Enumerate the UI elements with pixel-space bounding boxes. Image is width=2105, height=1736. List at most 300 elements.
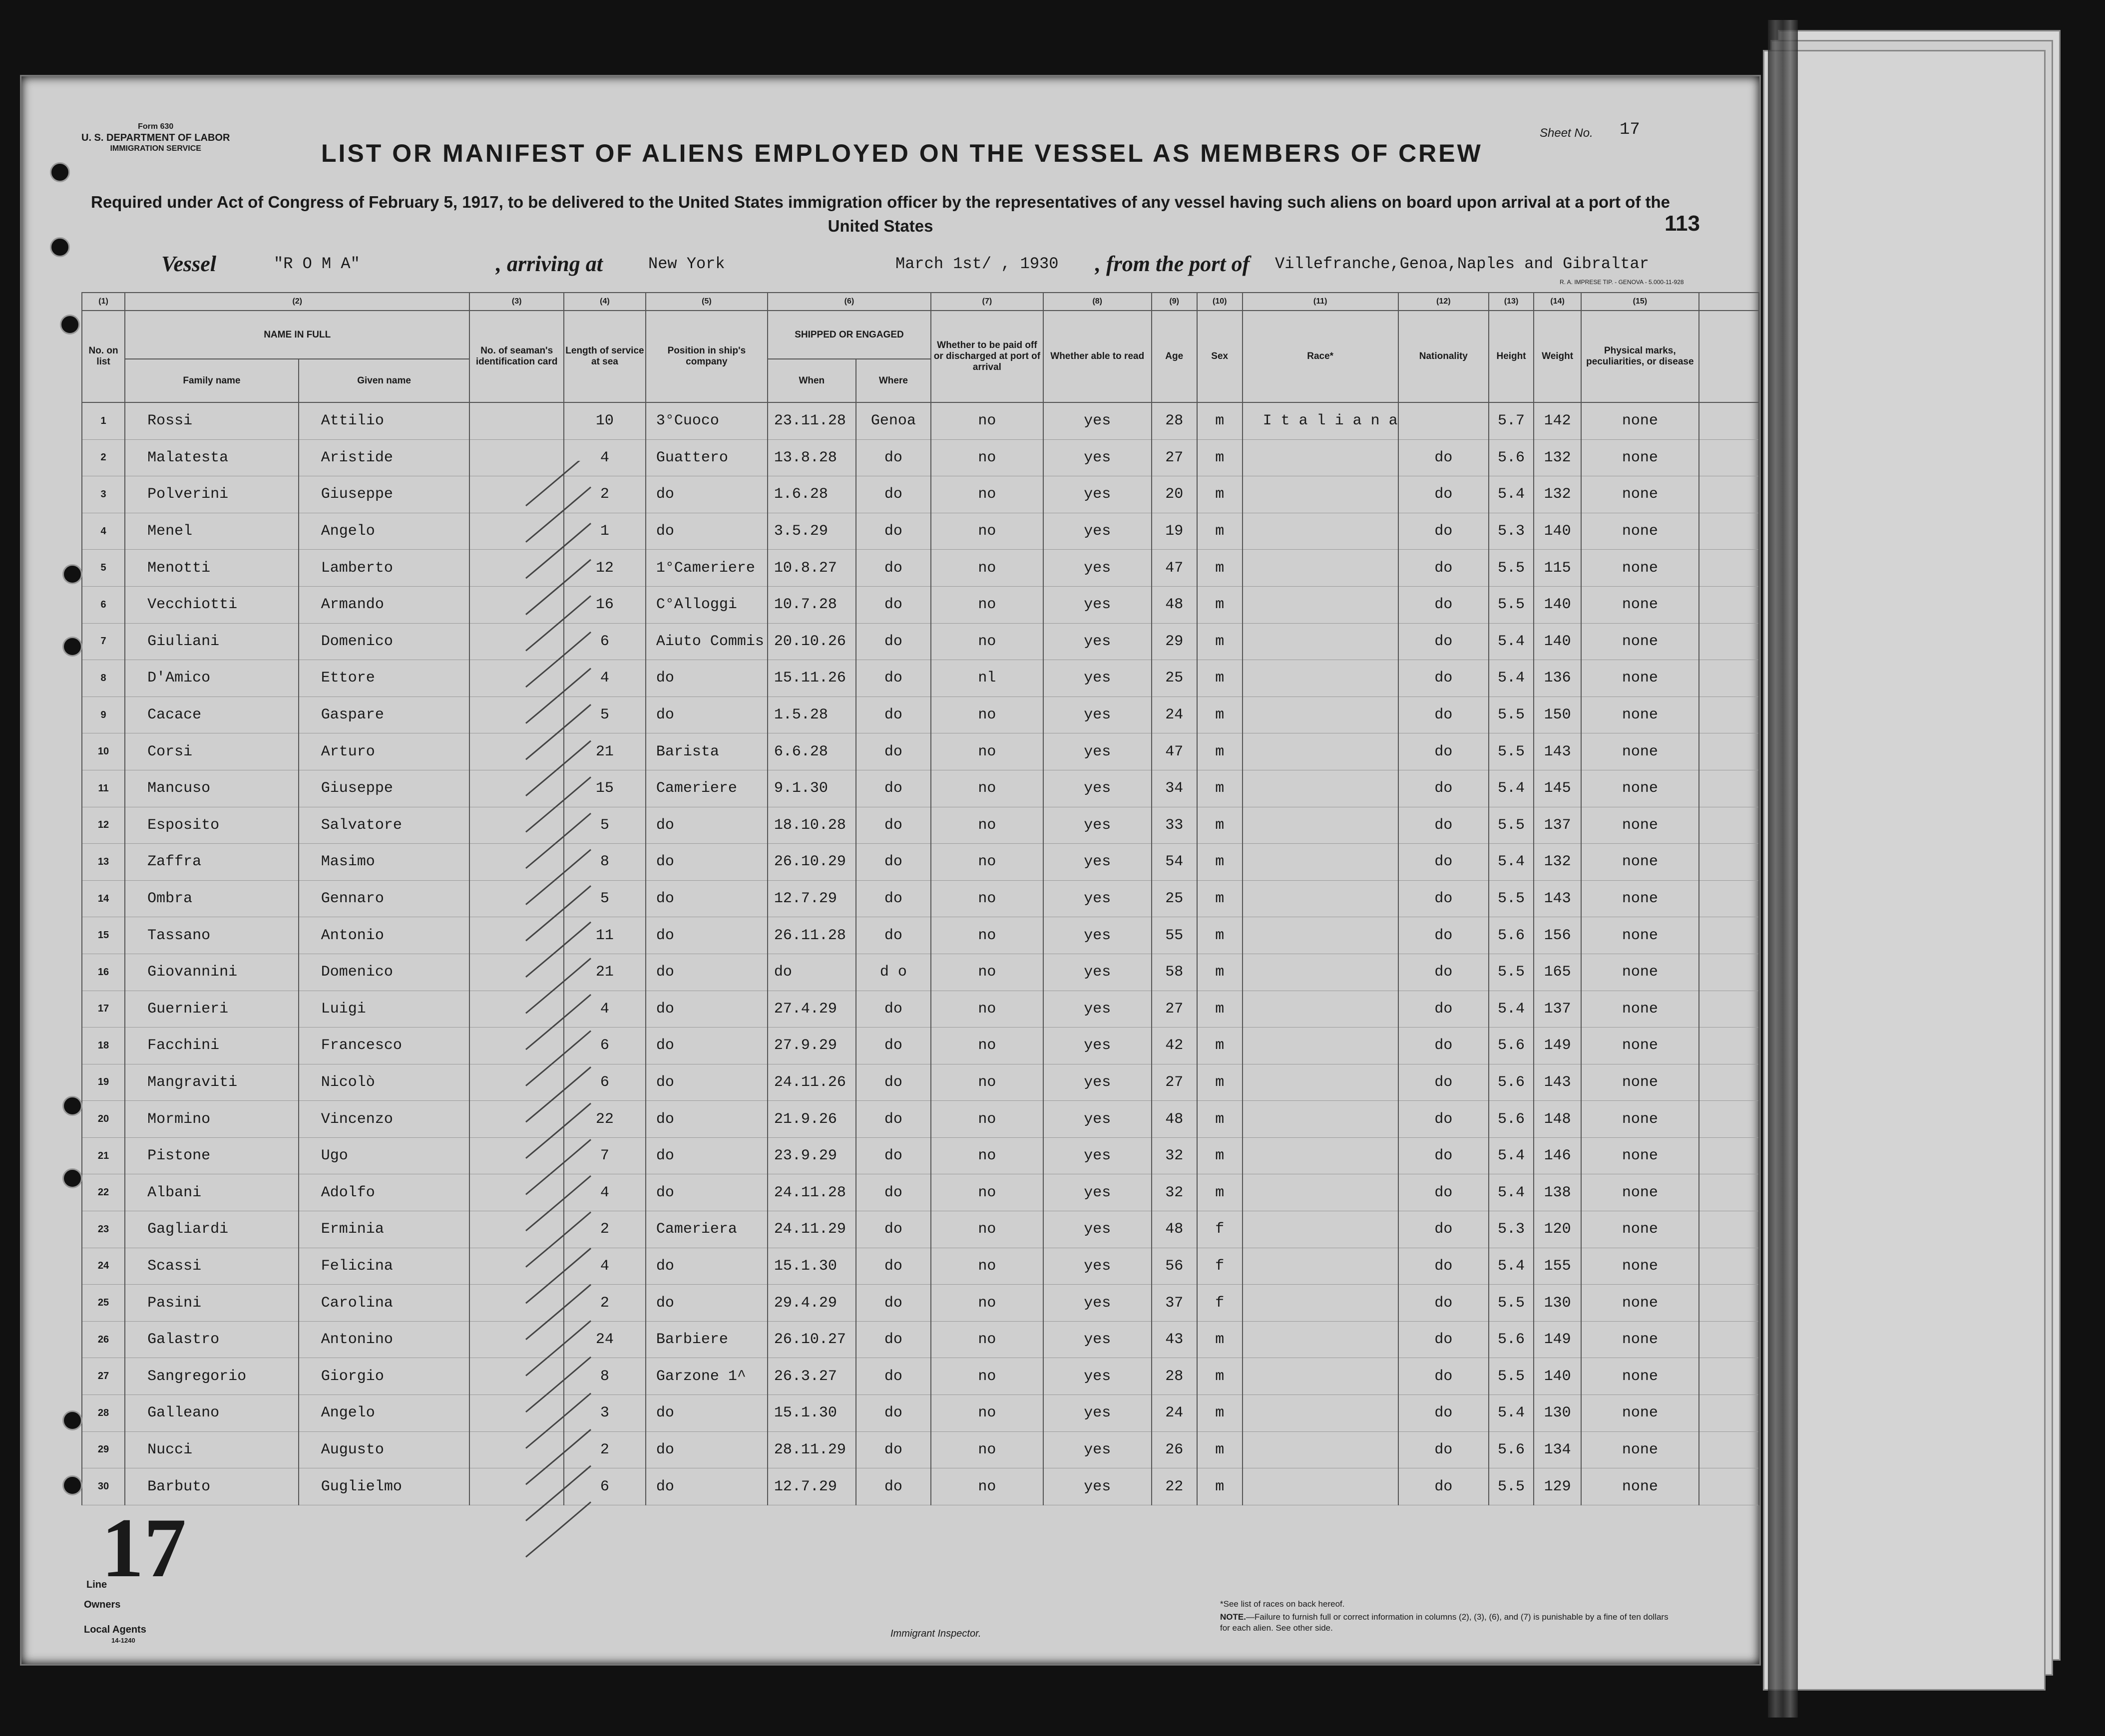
cell-family-name: Nucci xyxy=(125,1431,299,1468)
cell-able-to-read: yes xyxy=(1043,1285,1152,1322)
cell-height: 5.6 xyxy=(1489,1431,1534,1468)
cell-row-number: 28 xyxy=(82,1395,125,1432)
cell-weight: 149 xyxy=(1534,1028,1581,1064)
checkmark-stroke xyxy=(526,1502,591,1557)
cell-physical-marks: none xyxy=(1581,696,1698,733)
cell-nationality: do xyxy=(1398,844,1489,881)
cell-shipped-where: do xyxy=(856,1137,931,1174)
cell-weight: 140 xyxy=(1534,513,1581,550)
cell-family-name: D'Amico xyxy=(125,660,299,697)
cell-position: Barbiere xyxy=(646,1321,768,1358)
cell-age: 33 xyxy=(1152,807,1197,844)
cell-physical-marks: none xyxy=(1581,880,1698,917)
checkmark-stroke xyxy=(526,560,591,615)
cell-length-of-service: 8 xyxy=(564,844,646,881)
cell-shipped-when: 12.7.29 xyxy=(768,880,856,917)
cell-paid-off: no xyxy=(931,1101,1043,1138)
id-card-checkmarks xyxy=(516,461,646,1589)
cell-blank xyxy=(1699,807,1759,844)
cell-able-to-read: yes xyxy=(1043,1174,1152,1211)
cell-race xyxy=(1243,696,1398,733)
cell-age: 27 xyxy=(1152,439,1197,476)
header-shipped-or-engaged: SHIPPED OR ENGAGED xyxy=(768,311,931,359)
cell-family-name: Esposito xyxy=(125,807,299,844)
cell-weight: 115 xyxy=(1534,550,1581,587)
owners-label: Owners xyxy=(84,1599,121,1610)
cell-sex: m xyxy=(1197,1358,1243,1395)
cell-paid-off: no xyxy=(931,733,1043,770)
cell-nationality xyxy=(1398,402,1489,439)
cell-row-number: 27 xyxy=(82,1358,125,1395)
cell-shipped-when: 24.11.28 xyxy=(768,1174,856,1211)
cell-family-name: Mancuso xyxy=(125,770,299,807)
cell-row-number: 13 xyxy=(82,844,125,881)
cell-shipped-where: do xyxy=(856,807,931,844)
cell-height: 5.4 xyxy=(1489,660,1534,697)
inspector-label: Immigrant Inspector. xyxy=(890,1628,981,1639)
cell-weight: 142 xyxy=(1534,402,1581,439)
cell-length-of-service: 1 xyxy=(564,513,646,550)
cell-length-of-service: 7 xyxy=(564,1137,646,1174)
cell-row-number: 23 xyxy=(82,1211,125,1248)
cell-height: 5.5 xyxy=(1489,696,1534,733)
cell-family-name: Gagliardi xyxy=(125,1211,299,1248)
cell-age: 32 xyxy=(1152,1137,1197,1174)
cell-height: 5.4 xyxy=(1489,1137,1534,1174)
manifest-sheet xyxy=(20,75,1761,1666)
cell-physical-marks: none xyxy=(1581,1321,1698,1358)
cell-given-name: Guglielmo xyxy=(299,1468,470,1505)
cell-able-to-read: yes xyxy=(1043,991,1152,1028)
cell-height: 5.5 xyxy=(1489,586,1534,623)
cell-length-of-service: 11 xyxy=(564,917,646,954)
cell-shipped-where: do xyxy=(856,917,931,954)
cell-given-name: Erminia xyxy=(299,1211,470,1248)
cell-blank xyxy=(1699,1028,1759,1064)
checkmark-stroke xyxy=(526,1212,591,1267)
cell-shipped-when: do xyxy=(768,954,856,991)
cell-length-of-service: 8 xyxy=(564,1358,646,1395)
cell-physical-marks: none xyxy=(1581,733,1698,770)
cell-race xyxy=(1243,1285,1398,1322)
header-physical-marks: Physical marks, peculiarities, or disease xyxy=(1581,311,1698,402)
cell-row-number: 20 xyxy=(82,1101,125,1138)
cell-family-name: Rossi xyxy=(125,402,299,439)
table-row xyxy=(82,954,1759,991)
cell-paid-off: no xyxy=(931,1211,1043,1248)
checkmark-stroke xyxy=(526,669,591,723)
cell-weight: 132 xyxy=(1534,439,1581,476)
cell-nationality: do xyxy=(1398,1395,1489,1432)
cell-given-name: Angelo xyxy=(299,513,470,550)
cell-height: 5.4 xyxy=(1489,476,1534,513)
cell-given-name: Adolfo xyxy=(299,1174,470,1211)
cell-length-of-service: 6 xyxy=(564,623,646,660)
page-number: 113 xyxy=(1665,211,1700,236)
cell-weight: 140 xyxy=(1534,623,1581,660)
cell-height: 5.4 xyxy=(1489,844,1534,881)
note-text: —Failure to furnish full or correct information in columns (2), (3), (6), and (7) is punishable by a fine of ten dollars for each alien. See other side. xyxy=(1220,1612,1669,1633)
cell-age: 37 xyxy=(1152,1285,1197,1322)
cell-able-to-read: yes xyxy=(1043,1137,1152,1174)
cell-family-name: Menotti xyxy=(125,550,299,587)
cell-race xyxy=(1243,1211,1398,1248)
header-height: Height xyxy=(1489,311,1534,402)
cell-age: 27 xyxy=(1152,1064,1197,1101)
header-id-card: No. of seaman's identification card xyxy=(469,311,564,402)
cell-weight: 130 xyxy=(1534,1285,1581,1322)
legal-requirement: Required under Act of Congress of February 5, 1917, to be delivered to the United States immigration officer by the representatives of any vessel having such aliens on board upon arrival at a port of the United States xyxy=(90,193,1670,235)
cell-able-to-read: yes xyxy=(1043,954,1152,991)
cell-family-name: Corsi xyxy=(125,733,299,770)
cell-race xyxy=(1243,1064,1398,1101)
cell-height: 5.5 xyxy=(1489,1358,1534,1395)
header-position: Position in ship's company xyxy=(646,311,768,402)
cell-height: 5.6 xyxy=(1489,1064,1534,1101)
cell-paid-off: no xyxy=(931,513,1043,550)
cell-blank xyxy=(1699,1174,1759,1211)
cell-sex: m xyxy=(1197,586,1243,623)
cell-nationality: do xyxy=(1398,586,1489,623)
cell-sex: m xyxy=(1197,1101,1243,1138)
checkmark-stroke xyxy=(526,777,591,832)
cell-paid-off: no xyxy=(931,880,1043,917)
cell-shipped-where: do xyxy=(856,439,931,476)
cell-row-number: 12 xyxy=(82,807,125,844)
col-num-5: (5) xyxy=(646,293,768,311)
cell-weight: 136 xyxy=(1534,660,1581,697)
checkmark-stroke xyxy=(526,632,591,687)
checkmark-stroke xyxy=(526,487,591,542)
col-num-13: (13) xyxy=(1489,293,1534,311)
cell-length-of-service: 5 xyxy=(564,880,646,917)
cell-sex: m xyxy=(1197,991,1243,1028)
cell-shipped-when: 12.7.29 xyxy=(768,1468,856,1505)
cell-given-name: Armando xyxy=(299,586,470,623)
cell-able-to-read: yes xyxy=(1043,1431,1152,1468)
cell-race xyxy=(1243,1321,1398,1358)
cell-able-to-read: yes xyxy=(1043,1028,1152,1064)
cell-row-number: 15 xyxy=(82,917,125,954)
cell-paid-off: no xyxy=(931,402,1043,439)
header-race: Race* xyxy=(1243,311,1398,402)
cell-able-to-read: yes xyxy=(1043,807,1152,844)
col-num-6: (6) xyxy=(768,293,931,311)
cell-age: 47 xyxy=(1152,733,1197,770)
cell-shipped-where: do xyxy=(856,1028,931,1064)
cell-able-to-read: yes xyxy=(1043,550,1152,587)
cell-shipped-when: 1.6.28 xyxy=(768,476,856,513)
cell-race xyxy=(1243,991,1398,1028)
cell-race xyxy=(1243,1468,1398,1505)
cell-weight: 143 xyxy=(1534,1064,1581,1101)
cell-paid-off: no xyxy=(931,439,1043,476)
cell-nationality: do xyxy=(1398,770,1489,807)
cell-position: do xyxy=(646,954,768,991)
cell-age: 48 xyxy=(1152,586,1197,623)
arriving-port: New York xyxy=(648,255,725,273)
cell-race xyxy=(1243,1248,1398,1285)
cell-race xyxy=(1243,807,1398,844)
cell-physical-marks: none xyxy=(1581,1211,1698,1248)
cell-physical-marks: none xyxy=(1581,1358,1698,1395)
cell-height: 5.4 xyxy=(1489,991,1534,1028)
cell-shipped-when: 29.4.29 xyxy=(768,1285,856,1322)
cell-age: 20 xyxy=(1152,476,1197,513)
cell-sex: m xyxy=(1197,623,1243,660)
cell-sex: m xyxy=(1197,439,1243,476)
cell-paid-off: no xyxy=(931,623,1043,660)
cell-nationality: do xyxy=(1398,807,1489,844)
cell-shipped-where: do xyxy=(856,844,931,881)
cell-given-name: Aristide xyxy=(299,439,470,476)
cell-blank xyxy=(1699,402,1759,439)
cell-position: C°Alloggi xyxy=(646,586,768,623)
cell-paid-off: no xyxy=(931,476,1043,513)
cell-shipped-where: do xyxy=(856,696,931,733)
checkmark-stroke xyxy=(526,1103,591,1158)
cell-nationality: do xyxy=(1398,1101,1489,1138)
cell-physical-marks: none xyxy=(1581,917,1698,954)
cell-height: 5.3 xyxy=(1489,513,1534,550)
arrival-date: March 1st/ , 1930 xyxy=(895,255,1059,273)
table-row xyxy=(82,1211,1759,1248)
cell-row-number: 11 xyxy=(82,770,125,807)
checkmark-stroke xyxy=(526,1429,591,1484)
cell-position: do xyxy=(646,513,768,550)
from-port-label: , from the port of xyxy=(1095,252,1250,276)
cell-sex: m xyxy=(1197,513,1243,550)
cell-row-number: 9 xyxy=(82,696,125,733)
cell-nationality: do xyxy=(1398,550,1489,587)
col-blank xyxy=(1699,293,1759,311)
cell-shipped-when: 3.5.29 xyxy=(768,513,856,550)
table-row xyxy=(82,696,1759,733)
cell-able-to-read: yes xyxy=(1043,1468,1152,1505)
checkmark-stroke xyxy=(526,1248,591,1303)
cell-shipped-where: do xyxy=(856,1174,931,1211)
cell-physical-marks: none xyxy=(1581,1174,1698,1211)
cell-sex: m xyxy=(1197,476,1243,513)
cell-length-of-service: 3 xyxy=(564,1395,646,1432)
cell-height: 5.6 xyxy=(1489,1101,1534,1138)
cell-weight: 132 xyxy=(1534,476,1581,513)
cell-weight: 134 xyxy=(1534,1431,1581,1468)
cell-family-name: Giuliani xyxy=(125,623,299,660)
cell-weight: 129 xyxy=(1534,1468,1581,1505)
cell-length-of-service: 4 xyxy=(564,660,646,697)
service: IMMIGRATION SERVICE xyxy=(110,144,201,153)
cell-physical-marks: none xyxy=(1581,476,1698,513)
cell-length-of-service: 24 xyxy=(564,1321,646,1358)
cell-family-name: Zaffra xyxy=(125,844,299,881)
cell-nationality: do xyxy=(1398,880,1489,917)
cell-shipped-where: do xyxy=(856,1064,931,1101)
cell-race: I t a l i a n a xyxy=(1243,402,1398,439)
cell-paid-off: no xyxy=(931,1395,1043,1432)
printer-note: R. A. IMPRESE TIP. - GENOVA - 5.000-11-928 xyxy=(1560,279,1684,286)
cell-given-name: Antonino xyxy=(299,1321,470,1358)
cell-row-number: 18 xyxy=(82,1028,125,1064)
cell-blank xyxy=(1699,1248,1759,1285)
cell-length-of-service: 2 xyxy=(564,1431,646,1468)
cell-length-of-service: 2 xyxy=(564,1211,646,1248)
table-row xyxy=(82,1028,1759,1064)
footer-note xyxy=(1220,1612,1670,1634)
col-num-2: (2) xyxy=(125,293,469,311)
cell-given-name: Salvatore xyxy=(299,807,470,844)
cell-age: 27 xyxy=(1152,991,1197,1028)
cell-blank xyxy=(1699,770,1759,807)
cell-shipped-where: do xyxy=(856,1468,931,1505)
cell-able-to-read: yes xyxy=(1043,586,1152,623)
header-nationality: Nationality xyxy=(1398,311,1489,402)
cell-position: do xyxy=(646,917,768,954)
cell-shipped-where: Genoa xyxy=(856,402,931,439)
cell-age: 42 xyxy=(1152,1028,1197,1064)
cell-paid-off: no xyxy=(931,917,1043,954)
cell-given-name: Masimo xyxy=(299,844,470,881)
note-label: NOTE. xyxy=(1220,1612,1246,1622)
cell-family-name: Mangraviti xyxy=(125,1064,299,1101)
cell-family-name: Polverini xyxy=(125,476,299,513)
cell-position: do xyxy=(646,1137,768,1174)
cell-shipped-when: 10.7.28 xyxy=(768,586,856,623)
line-label: Line xyxy=(86,1579,107,1590)
cell-weight: 140 xyxy=(1534,586,1581,623)
cell-physical-marks: none xyxy=(1581,1064,1698,1101)
cell-age: 43 xyxy=(1152,1321,1197,1358)
cell-paid-off: no xyxy=(931,1137,1043,1174)
cell-able-to-read: yes xyxy=(1043,917,1152,954)
cell-age: 19 xyxy=(1152,513,1197,550)
cell-position: Guattero xyxy=(646,439,768,476)
cell-row-number: 6 xyxy=(82,586,125,623)
cell-age: 54 xyxy=(1152,844,1197,881)
cell-race xyxy=(1243,1101,1398,1138)
cell-nationality: do xyxy=(1398,1248,1489,1285)
cell-age: 47 xyxy=(1152,550,1197,587)
cell-height: 5.4 xyxy=(1489,623,1534,660)
cell-nationality: do xyxy=(1398,1137,1489,1174)
cell-weight: 156 xyxy=(1534,917,1581,954)
cell-position: Barista xyxy=(646,733,768,770)
cell-able-to-read: yes xyxy=(1043,1358,1152,1395)
cell-height: 5.5 xyxy=(1489,550,1534,587)
cell-shipped-where: do xyxy=(856,1101,931,1138)
cell-nationality: do xyxy=(1398,1028,1489,1064)
table-row xyxy=(82,402,1759,439)
cell-sex: m xyxy=(1197,1028,1243,1064)
cell-length-of-service: 22 xyxy=(564,1101,646,1138)
cell-blank xyxy=(1699,1395,1759,1432)
cell-position: do xyxy=(646,660,768,697)
table-row xyxy=(82,513,1759,550)
cell-shipped-when: 24.11.26 xyxy=(768,1064,856,1101)
cell-blank xyxy=(1699,439,1759,476)
cell-shipped-where: do xyxy=(856,1248,931,1285)
cell-sex: m xyxy=(1197,402,1243,439)
cell-weight: 130 xyxy=(1534,1395,1581,1432)
cell-given-name: Arturo xyxy=(299,733,470,770)
cell-sex: m xyxy=(1197,1321,1243,1358)
cell-race xyxy=(1243,439,1398,476)
cell-height: 5.3 xyxy=(1489,1211,1534,1248)
cell-row-number: 26 xyxy=(82,1321,125,1358)
punch-hole xyxy=(62,637,82,657)
races-note: *See list of races on back hereof. xyxy=(1220,1599,1345,1609)
cell-row-number: 16 xyxy=(82,954,125,991)
cell-shipped-when: 20.10.26 xyxy=(768,623,856,660)
cell-age: 29 xyxy=(1152,623,1197,660)
cell-position: Aiuto Commis xyxy=(646,623,768,660)
cell-race xyxy=(1243,1028,1398,1064)
cell-sex: m xyxy=(1197,660,1243,697)
cell-row-number: 8 xyxy=(82,660,125,697)
cell-row-number: 2 xyxy=(82,439,125,476)
cell-age: 48 xyxy=(1152,1101,1197,1138)
form-identifier xyxy=(81,121,230,154)
header-weight: Weight xyxy=(1534,311,1581,402)
cell-able-to-read: yes xyxy=(1043,402,1152,439)
cell-able-to-read: yes xyxy=(1043,476,1152,513)
cell-race xyxy=(1243,1431,1398,1468)
cell-sex: m xyxy=(1197,550,1243,587)
cell-shipped-when: 24.11.29 xyxy=(768,1211,856,1248)
cell-row-number: 29 xyxy=(82,1431,125,1468)
cell-race xyxy=(1243,954,1398,991)
cell-given-name: Ettore xyxy=(299,660,470,697)
checkmark-stroke xyxy=(526,1031,591,1086)
cell-weight: 140 xyxy=(1534,1358,1581,1395)
cell-shipped-where: d o xyxy=(856,954,931,991)
header-length-of-service: Length of service at sea xyxy=(564,311,646,402)
cell-family-name: Galleano xyxy=(125,1395,299,1432)
punch-hole xyxy=(62,1168,82,1188)
col-num-7: (7) xyxy=(931,293,1043,311)
cell-height: 5.4 xyxy=(1489,770,1534,807)
checkmark-stroke xyxy=(526,1067,591,1122)
table-row xyxy=(82,1285,1759,1322)
cell-physical-marks: none xyxy=(1581,513,1698,550)
cell-shipped-when: 21.9.26 xyxy=(768,1101,856,1138)
table-row xyxy=(82,770,1759,807)
checkmark-stroke xyxy=(526,461,591,506)
cell-paid-off: no xyxy=(931,696,1043,733)
cell-race xyxy=(1243,513,1398,550)
cell-physical-marks: none xyxy=(1581,770,1698,807)
table-row xyxy=(82,917,1759,954)
cell-paid-off: nl xyxy=(931,660,1043,697)
table-row xyxy=(82,991,1759,1028)
cell-height: 5.5 xyxy=(1489,807,1534,844)
punch-hole xyxy=(62,564,82,584)
cell-weight: 137 xyxy=(1534,991,1581,1028)
cell-sex: m xyxy=(1197,1468,1243,1505)
cell-physical-marks: none xyxy=(1581,439,1698,476)
cell-age: 56 xyxy=(1152,1248,1197,1285)
cell-race xyxy=(1243,660,1398,697)
cell-given-name: Gaspare xyxy=(299,696,470,733)
cell-length-of-service: 2 xyxy=(564,1285,646,1322)
cell-paid-off: no xyxy=(931,1028,1043,1064)
cell-given-name: Gennaro xyxy=(299,880,470,917)
col-num-15: (15) xyxy=(1581,293,1698,311)
cell-position: do xyxy=(646,1285,768,1322)
cell-position: do xyxy=(646,1028,768,1064)
cell-nationality: do xyxy=(1398,1174,1489,1211)
cell-nationality: do xyxy=(1398,696,1489,733)
